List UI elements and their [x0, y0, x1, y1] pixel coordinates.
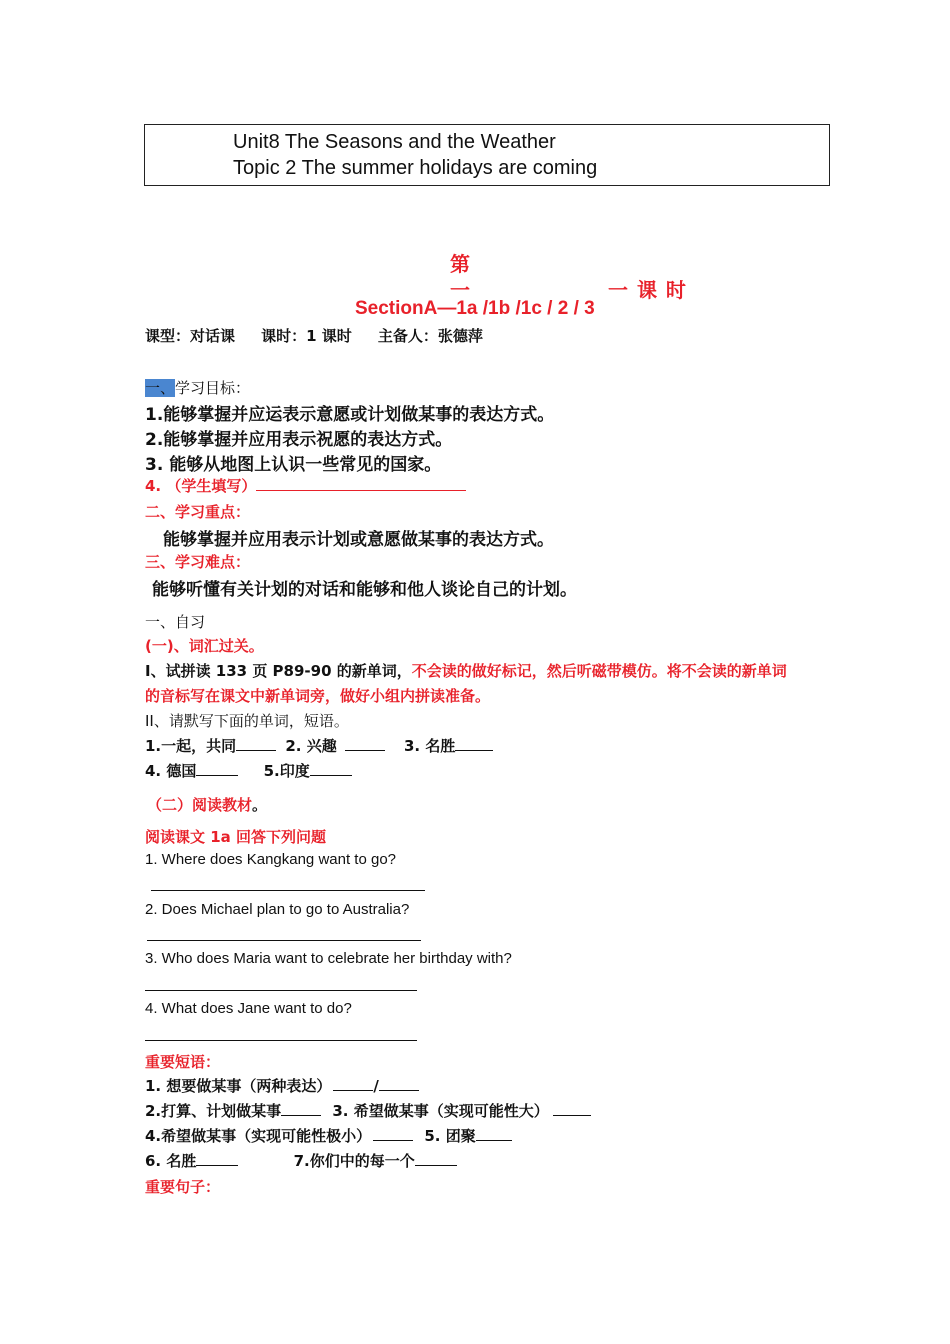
objective-3: 3. 能够从地图上认识一些常见的国家。 [145, 455, 442, 475]
word-5-blank[interactable] [310, 761, 352, 776]
answer-line-4[interactable] [145, 1040, 417, 1041]
objective-4-label: 4. （学生填写） [145, 477, 257, 495]
phrase-6-blank[interactable] [196, 1151, 238, 1166]
word-3-blank[interactable] [455, 736, 493, 751]
sentences-heading: 重要句子： [145, 1178, 221, 1196]
phrase-6-label: 6. 名胜 [145, 1152, 197, 1170]
self-study-heading: 一、自习 [145, 613, 206, 631]
word-4-blank[interactable] [196, 761, 238, 776]
answer-line-2[interactable] [147, 940, 421, 941]
objective-1: 1.能够掌握并应运表示意愿或计划做某事的表达方式。 [145, 405, 555, 425]
phrase-4-blank[interactable] [373, 1126, 413, 1141]
answer-line-3[interactable] [145, 990, 417, 991]
unit-title: Unit8 The Seasons and the Weather [233, 131, 556, 153]
objective-2: 2.能够掌握并应用表示祝愿的表达方式。 [145, 430, 453, 450]
objective-4-blank[interactable] [256, 476, 466, 491]
vocab-instruction-2: II、请默写下面的单词，短语。 [145, 712, 349, 730]
phrases-row-3 [145, 1125, 512, 1146]
vocab-instruction-1 [145, 660, 787, 681]
phrases-row-4 [145, 1150, 457, 1171]
word-2-blank[interactable] [345, 736, 385, 751]
lesson-title-char2: 一 [450, 278, 470, 302]
vocab-instruction-1-cont: 的音标写在课文中新单词旁，做好小组内拼读准备。 [145, 687, 491, 705]
words-row-1 [145, 735, 493, 756]
meta-line: 课型：对话课 课时：1 课时 主备人：张德萍 [145, 327, 483, 345]
objectives-heading [145, 377, 250, 398]
question-1: 1. Where does Kangkang want to go? [145, 851, 397, 868]
vocab-heading: (一)、词汇过关。 [145, 637, 264, 655]
word-5-label: 5.印度 [263, 762, 310, 780]
phrase-5-label: 5. 团聚 [424, 1127, 476, 1145]
word-3-label: 3. 名胜 [403, 737, 456, 755]
objectives-heading-number: 一、 [145, 379, 176, 397]
reading-instruction: 阅读课文 1a 回答下列问题 [145, 828, 327, 846]
reading-heading-text: （二）阅读教材 [147, 796, 253, 814]
key-points-heading: 二、学习重点： [145, 503, 251, 521]
word-4-label: 4. 德国 [145, 762, 197, 780]
phrase-1b-blank[interactable] [379, 1076, 419, 1091]
question-2: 2. Does Michael plan to go to Australia? [145, 901, 410, 918]
reading-heading-end: 。 [252, 796, 268, 814]
phrase-3-blank[interactable] [553, 1101, 591, 1116]
phrase-3-label: 3. 希望做某事（实现可能性大） [332, 1102, 549, 1120]
phrase-1-label: 1. 想要做某事（两种表达） [145, 1077, 332, 1095]
phrases-heading: 重要短语： [145, 1053, 221, 1071]
phrase-2-label: 2.打算、计划做某事 [145, 1102, 282, 1120]
word-2-label: 2. 兴趣 [285, 737, 337, 755]
key-points-text: 能够掌握并应用表示计划或意愿做某事的表达方式。 [163, 530, 554, 550]
answer-line-1[interactable] [151, 890, 425, 891]
words-row-2 [145, 760, 352, 781]
objectives-heading-text: 学习目标： [175, 379, 251, 397]
vocab-instruction-1-red: 不会读的做好标记，然后听磁带模仿。将不会读的新单词 [411, 662, 787, 680]
word-1-blank[interactable] [236, 736, 276, 751]
phrase-7-blank[interactable] [415, 1151, 457, 1166]
objective-4 [145, 475, 466, 496]
phrases-row-2 [145, 1100, 591, 1121]
word-1-label: 1.一起，共同 [145, 737, 237, 755]
vocab-instruction-1-black: I、试拼读 133 页 P89-90 的新单词， [145, 662, 412, 680]
topic-title: Topic 2 The summer holidays are coming [233, 157, 598, 179]
question-4: 4. What does Jane want to do? [145, 1000, 352, 1017]
question-3: 3. Who does Maria want to celebrate her birthday with? [145, 950, 512, 967]
phrase-2-blank[interactable] [281, 1101, 321, 1116]
phrases-row-1 [145, 1075, 419, 1096]
lesson-title-char1: 第 [450, 252, 470, 276]
header-box [144, 124, 830, 186]
difficulties-heading: 三、学习难点： [145, 553, 251, 571]
phrase-1a-blank[interactable] [333, 1076, 373, 1091]
phrase-5-blank[interactable] [476, 1126, 512, 1141]
phrase-7-label: 7.你们中的每一个 [293, 1152, 415, 1170]
difficulties-text: 能够听懂有关计划的对话和能够和他人谈论自己的计划。 [152, 580, 577, 600]
phrase-4-label: 4.希望做某事（实现可能性极小） [145, 1127, 372, 1145]
phrase-1-separator: / [373, 1077, 379, 1095]
lesson-title-char3: 一 课 时 [608, 278, 687, 302]
reading-heading [147, 794, 267, 815]
section-title: SectionA—1a /1b /1c / 2 / 3 [355, 298, 595, 319]
